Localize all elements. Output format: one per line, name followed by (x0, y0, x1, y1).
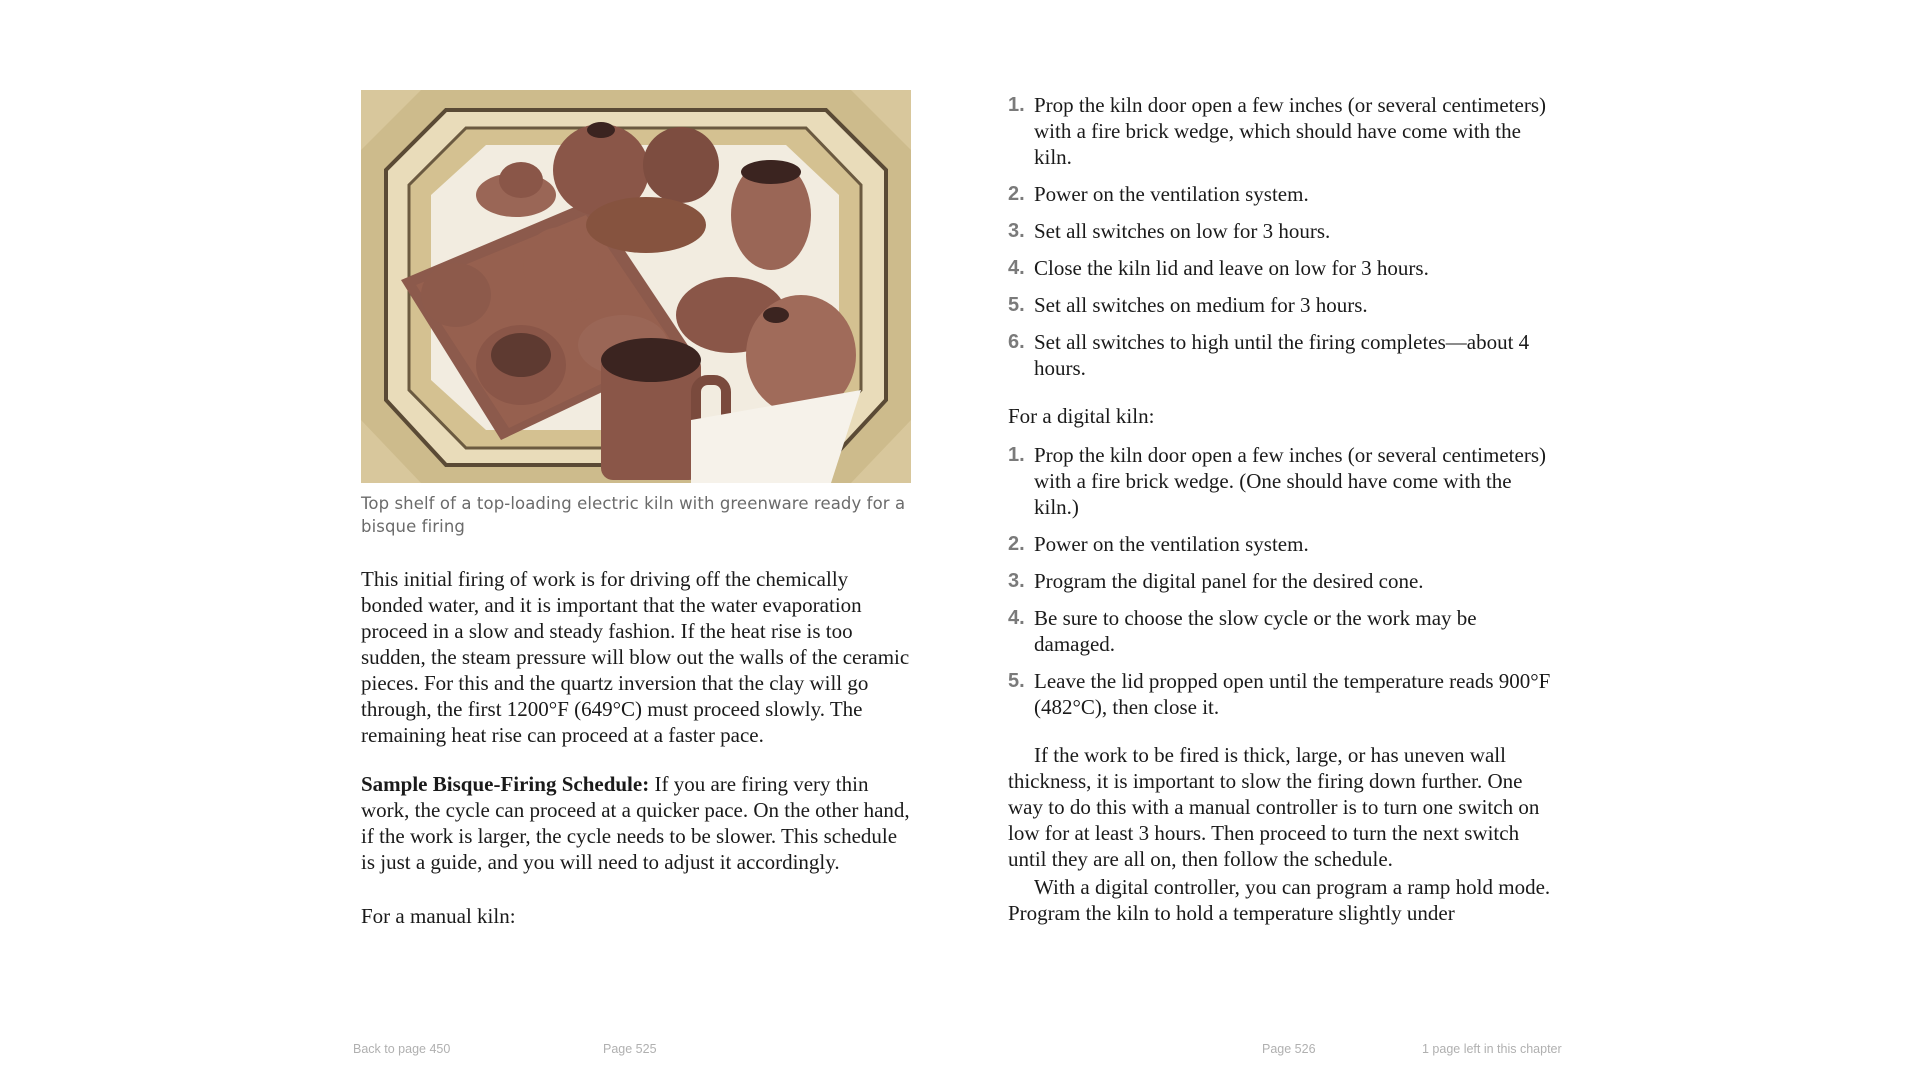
step-number: 5. (1008, 670, 1025, 692)
bisque-schedule-paragraph (361, 771, 911, 875)
list-item (1008, 329, 1560, 381)
bisque-schedule-text: If you are firing very thin work, the cycle can proceed at a quicker pace. On the other hand, if the work is larger, the cycle needs to be slower. This schedule is just a guide, and you will need to adjust it accordingly. (361, 772, 910, 874)
step-text: Be sure to choose the slow cycle or the work may be damaged. (1034, 606, 1477, 656)
step-number: 4. (1008, 607, 1025, 629)
chapter-pages-remaining: 1 page left in this chapter (1422, 1042, 1562, 1056)
step-number: 6. (1008, 331, 1025, 353)
bisque-schedule-heading: Sample Bisque-Firing Schedule: (361, 772, 650, 796)
list-item (1008, 531, 1560, 557)
back-to-page-link[interactable]: Back to page 450 (353, 1042, 451, 1056)
left-page-number: Page 525 (603, 1042, 657, 1056)
list-item (1008, 218, 1560, 244)
step-text: Close the kiln lid and leave on low for 3 hours. (1034, 256, 1429, 280)
kiln-photo-illustration (361, 90, 911, 483)
step-text: Set all switches on medium for 3 hours. (1034, 293, 1368, 317)
step-number: 1. (1008, 444, 1025, 466)
list-item (1008, 181, 1560, 207)
step-number: 3. (1008, 220, 1025, 242)
step-text: Prop the kiln door open a few inches (or several centimeters) with a fire brick wedge. (One should have come with the kiln.) (1034, 443, 1546, 519)
list-item (1008, 568, 1560, 594)
step-number: 1. (1008, 94, 1025, 116)
step-text: Power on the ventilation system. (1034, 182, 1309, 206)
digital-kiln-steps (1008, 442, 1560, 731)
list-item (1008, 605, 1560, 657)
right-page-number: Page 526 (1262, 1042, 1316, 1056)
digital-kiln-heading: For a digital kiln: (1008, 404, 1155, 428)
list-item (1008, 292, 1560, 318)
step-text: Set all switches to high until the firing completes—about 4 hours. (1034, 330, 1530, 380)
manual-kiln-steps (1008, 92, 1560, 392)
step-number: 2. (1008, 533, 1025, 555)
step-number: 3. (1008, 570, 1025, 592)
list-item (1008, 442, 1560, 520)
step-text: Prop the kiln door open a few inches (or several centimeters) with a fire brick wedge, which should have come with the kiln. (1034, 93, 1546, 169)
step-number: 2. (1008, 183, 1025, 205)
kiln-photo (361, 90, 911, 483)
list-item (1008, 255, 1560, 281)
step-text: Leave the lid propped open until the temperature reads 900°F (482°C), then close it. (1034, 669, 1551, 719)
list-item (1008, 668, 1560, 720)
step-text: Set all switches on low for 3 hours. (1034, 219, 1331, 243)
body-paragraph: This initial firing of work is for driving off the chemically bonded water, and it is important that the water evaporation proceed in a slow and steady fashion. If the heat rise is too sudden, the steam pressure will blow out the walls of the ceramic pieces. For this and the quartz inversion that the clay will go through, the first 1200°F (649°C) must proceed slowly. The remaining heat rise can proceed at a faster pace. (361, 567, 910, 747)
step-number: 5. (1008, 294, 1025, 316)
step-number: 4. (1008, 257, 1025, 279)
manual-kiln-heading: For a manual kiln: (361, 904, 516, 928)
body-paragraph: If the work to be fired is thick, large, or has uneven wall thickness, it is important to slow the firing down further. One way to do this with a manual controller is to turn one switch on low for at least 3 hours. Then proceed to turn the next switch until they are all on, then follow the schedule. (1008, 743, 1540, 871)
step-text: Power on the ventilation system. (1034, 532, 1309, 556)
photo-caption: Top shelf of a top-loading electric kiln with greenware ready for a bisque firing (361, 494, 906, 536)
body-paragraph: With a digital controller, you can program a ramp hold mode. Program the kiln to hold a temperature slightly under (1008, 875, 1551, 925)
step-text: Program the digital panel for the desired cone. (1034, 569, 1424, 593)
list-item (1008, 92, 1560, 170)
